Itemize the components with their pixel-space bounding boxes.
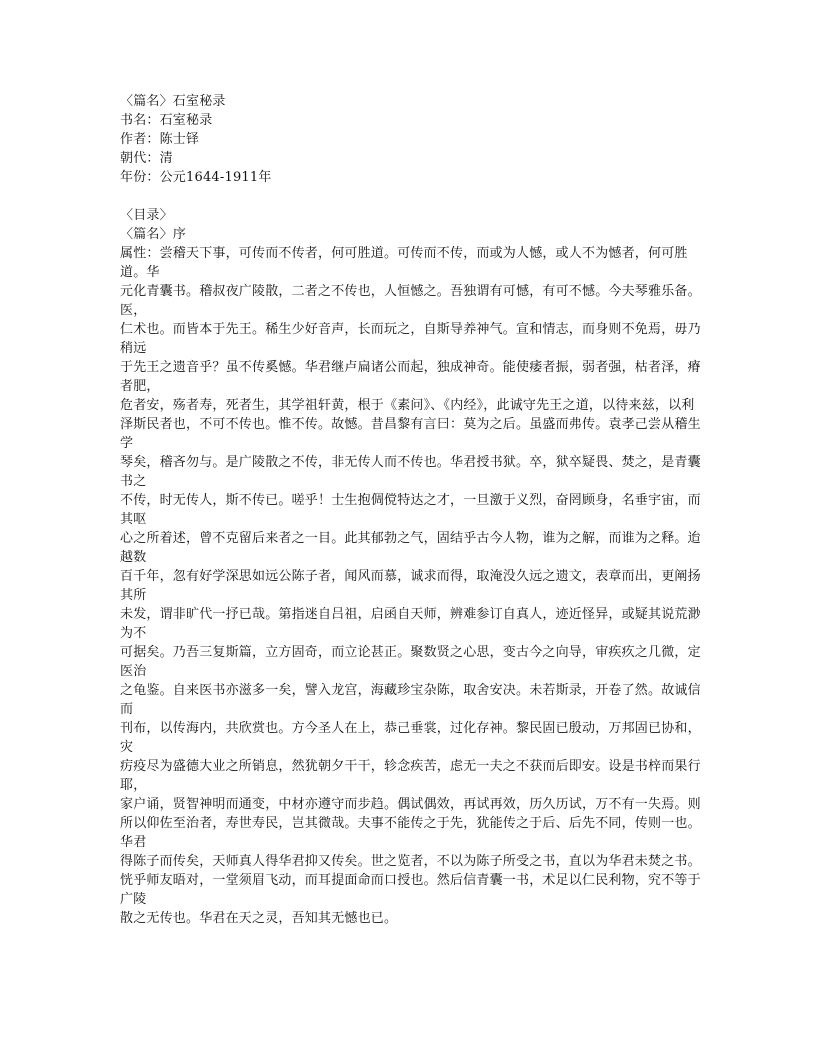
body-line: 恍乎师友晤对，一堂须眉飞动，而耳提面命而口授也。然后信青囊一书，术足以仁民利物，究不等于广陵	[120, 873, 701, 907]
spacer	[120, 187, 712, 206]
body-line: 心之所着述，曾不克留后来者之一目。此其郁勃之气，固结乎古今人物，谁为之解，而谁为之释。迨越数	[120, 531, 701, 565]
body-line: 泽斯民者也，不可不传也。惟不传。故憾。昔昌黎有言曰：莫为之后。虽盛而弗传。袁孝己尝从稽生学	[120, 417, 701, 451]
body-line: 仁术也。而皆本于先王。稀生少好音声，长而玩之，自斯导养神气。宣和情志，而身则不免焉，毋乃稍远	[120, 322, 701, 356]
body-line: 刊布，以传海内，共欣赏也。方今圣人在上，恭己垂裳，过化存神。黎民固已殷动，万邦固已协和，灾	[120, 721, 701, 755]
body-line: 家户诵，贤智神明而通变，中材亦遵守而步趋。偶试偶效，再试再效，历久历试，万不有一失焉。则	[120, 797, 701, 812]
body-line: 百千年，忽有好学深思如远公陈子者，闻风而慕，诚求而得，取淹没久远之遗文，表章而出，更阐扬其所	[120, 569, 701, 603]
body-line: 可据矣。乃吾三复斯篇，立方固奇，而立论甚正。聚数贤之心思，变古今之向导，审疾疚之几微，定医治	[120, 645, 701, 679]
body-line: 未发，谓非旷代一抒已哉。第指迷自吕祖，启函自天师，辨难参订自真人，迹近怪异，或疑其说荒渺为不	[120, 607, 701, 641]
body-text	[120, 244, 712, 928]
body-line: 危者安，殇者寿，死者生，其学祖轩黄，根于《素问》、《内经》，此诚守先王之道，以待来兹，以利	[120, 398, 695, 413]
book-name-line: 书名：石室秘录	[120, 113, 213, 128]
body-line: 疠疫尽为盛德大业之所销息，然犹朝夕干干，轸念疾苦，虑无一夫之不获而后即安。设是书梓而果行耶，	[120, 759, 701, 793]
body-line: 属性：尝稽天下事，可传而不传者，何可胜道。可传而不传，而或为人憾，或人不为憾者，何可胜道。华	[120, 246, 688, 280]
dynasty-line: 朝代：清	[120, 151, 173, 166]
document-page	[120, 92, 712, 928]
year-line: 年份：公元1644-1911年	[120, 170, 272, 185]
body-line: 琴矣，稽吝勿与。是广陵散之不传，非无传人而不传也。华君授书狱。卒，狱卒疑畏、焚之，是青囊书之	[120, 455, 701, 489]
body-line: 不传，时无传人，斯不传已。嗟乎！士生抱倜傥特达之才，一旦激于义烈，奋罔顾身，名垂宇宙，而其呕	[120, 493, 701, 527]
body-line: 于先王之遗音乎？虽不传奚憾。华君继卢扁诸公而起，独成神奇。能使痿者振，弱者强，枯者泽，瘠者肥，	[120, 360, 701, 394]
body-line: 所以仰佐至治者，寿世寿民，岂其微哉。夫事不能传之于先，犹能传之于后、后先不同，传则一也。华君	[120, 816, 701, 850]
body-line: 之龟鉴。自来医书亦滋多一矣，譬入龙宫，海藏珍宝杂陈，取舍安决。未若斯录，开卷了然。故诚信而	[120, 683, 701, 717]
author-line: 作者：陈士铎	[120, 132, 200, 147]
body-line: 得陈子而传矣，天师真人得华君抑又传矣。世之览者，不以为陈子所受之书，直以为华君未焚之书。	[120, 854, 701, 869]
title-line: 〈篇名〉石室秘录	[120, 94, 226, 109]
body-line: 元化青囊书。稽叔夜广陵散，二者之不传也，人恒憾之。吾独谓有可憾，有可不憾。今夫琴雅乐备。医，	[120, 284, 701, 318]
toc-label: 〈目录〉	[120, 208, 173, 223]
section-title: 〈篇名〉序	[120, 227, 187, 242]
body-line: 散之无传也。华君在天之灵，吾知其无憾也已。	[120, 911, 398, 926]
